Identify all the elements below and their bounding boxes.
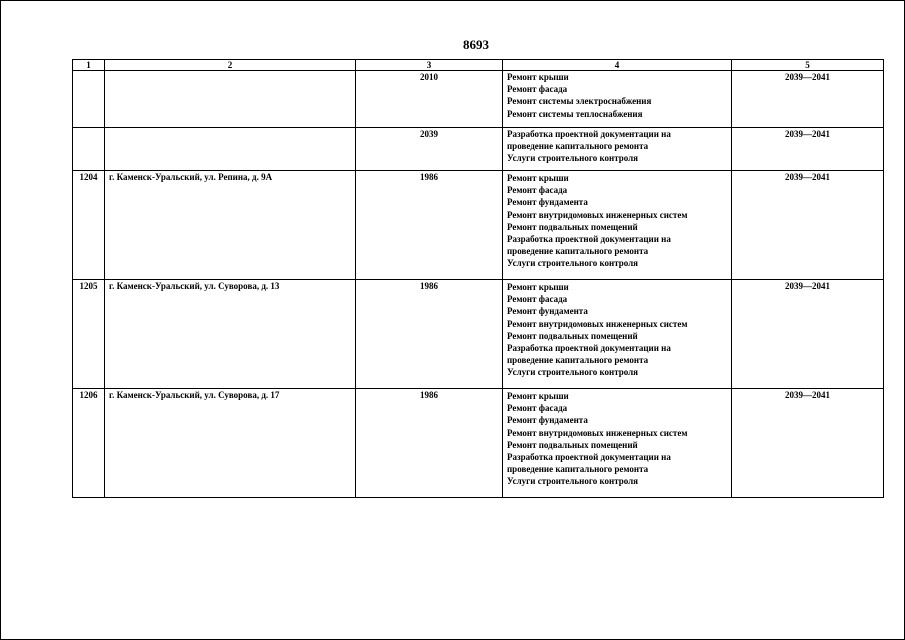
work-item: Ремонт системы электроснабжения <box>507 96 652 107</box>
work-item: Разработка проектной документации на <box>507 343 671 354</box>
address-cell: г. Каменск-Уральский, ул. Суворова, д. 13 <box>105 280 356 389</box>
period-cell: 2039—2041 <box>732 280 884 389</box>
work-item: Ремонт фундамента <box>507 306 588 317</box>
work-item: Ремонт крыши <box>507 173 569 183</box>
work-item: Ремонт фасада <box>507 294 568 305</box>
column-header: 2 <box>105 60 356 71</box>
table-row <box>73 171 884 280</box>
period-cell: 2039—2041 <box>732 389 884 498</box>
table-row <box>73 71 884 128</box>
period-cell: 2039—2041 <box>732 71 884 128</box>
address-cell: г. Каменск-Уральский, ул. Репина, д. 9А <box>105 171 356 280</box>
page-number: 8693 <box>463 37 489 52</box>
year-cell: 2010 <box>356 71 503 128</box>
work-item: Ремонт системы теплоснабжения <box>507 108 643 119</box>
column-header: 1 <box>73 60 105 71</box>
work-item: Разработка проектной документации на <box>507 234 671 245</box>
work-item: Услуги строительного контроля <box>507 367 639 378</box>
work-item: Услуги строительного контроля <box>507 258 639 269</box>
work-item: Ремонт подвальных помещений <box>507 221 638 232</box>
work-item: Ремонт внутридомовых инженерных систем <box>507 427 688 438</box>
work-item: Ремонт фасада <box>507 403 568 414</box>
row-number: 1204 <box>73 171 105 280</box>
row-number: 1205 <box>73 280 105 389</box>
work-item: Ремонт крыши <box>507 282 569 292</box>
table-row <box>73 280 884 389</box>
work-item: Ремонт внутридомовых инженерных систем <box>507 209 688 220</box>
work-item: Ремонт крыши <box>507 391 569 401</box>
works-cell <box>503 128 732 171</box>
work-item: проведение капитального ремонта <box>507 141 649 152</box>
works-cell <box>503 280 732 389</box>
works-cell <box>503 389 732 498</box>
work-item: Ремонт подвальных помещений <box>507 330 638 341</box>
work-item: Услуги строительного контроля <box>507 153 639 164</box>
year-cell: 1986 <box>356 389 503 498</box>
works-cell <box>503 171 732 280</box>
year-cell: 1986 <box>356 280 503 389</box>
works-cell <box>503 71 732 128</box>
address-cell <box>105 128 356 171</box>
work-item: Разработка проектной документации на <box>507 129 671 139</box>
row-number: 1206 <box>73 389 105 498</box>
work-item: Разработка проектной документации на <box>507 452 671 463</box>
work-item: Ремонт фундамента <box>507 197 588 208</box>
table-row <box>73 389 884 498</box>
work-item: Ремонт внутридомовых инженерных систем <box>507 318 688 329</box>
column-header: 3 <box>356 60 503 71</box>
column-header: 4 <box>503 60 732 71</box>
address-cell <box>105 71 356 128</box>
table-row <box>73 128 884 171</box>
row-number <box>73 71 105 128</box>
period-cell: 2039—2041 <box>732 171 884 280</box>
work-item: проведение капитального ремонта <box>507 355 649 366</box>
work-item: проведение капитального ремонта <box>507 246 649 257</box>
period-cell: 2039—2041 <box>732 128 884 171</box>
work-item: Услуги строительного контроля <box>507 476 639 487</box>
work-item: Ремонт фасада <box>507 84 568 95</box>
year-cell: 2039 <box>356 128 503 171</box>
year-cell: 1986 <box>356 171 503 280</box>
work-item: Ремонт крыши <box>507 72 569 82</box>
address-cell: г. Каменск-Уральский, ул. Суворова, д. 17 <box>105 389 356 498</box>
registry-table <box>72 59 884 498</box>
work-item: Ремонт фундамента <box>507 415 588 426</box>
work-item: Ремонт фасада <box>507 185 568 196</box>
work-item: Ремонт подвальных помещений <box>507 439 638 450</box>
column-header: 5 <box>732 60 884 71</box>
row-number <box>73 128 105 171</box>
work-item: проведение капитального ремонта <box>507 464 649 475</box>
header-row <box>73 60 884 71</box>
